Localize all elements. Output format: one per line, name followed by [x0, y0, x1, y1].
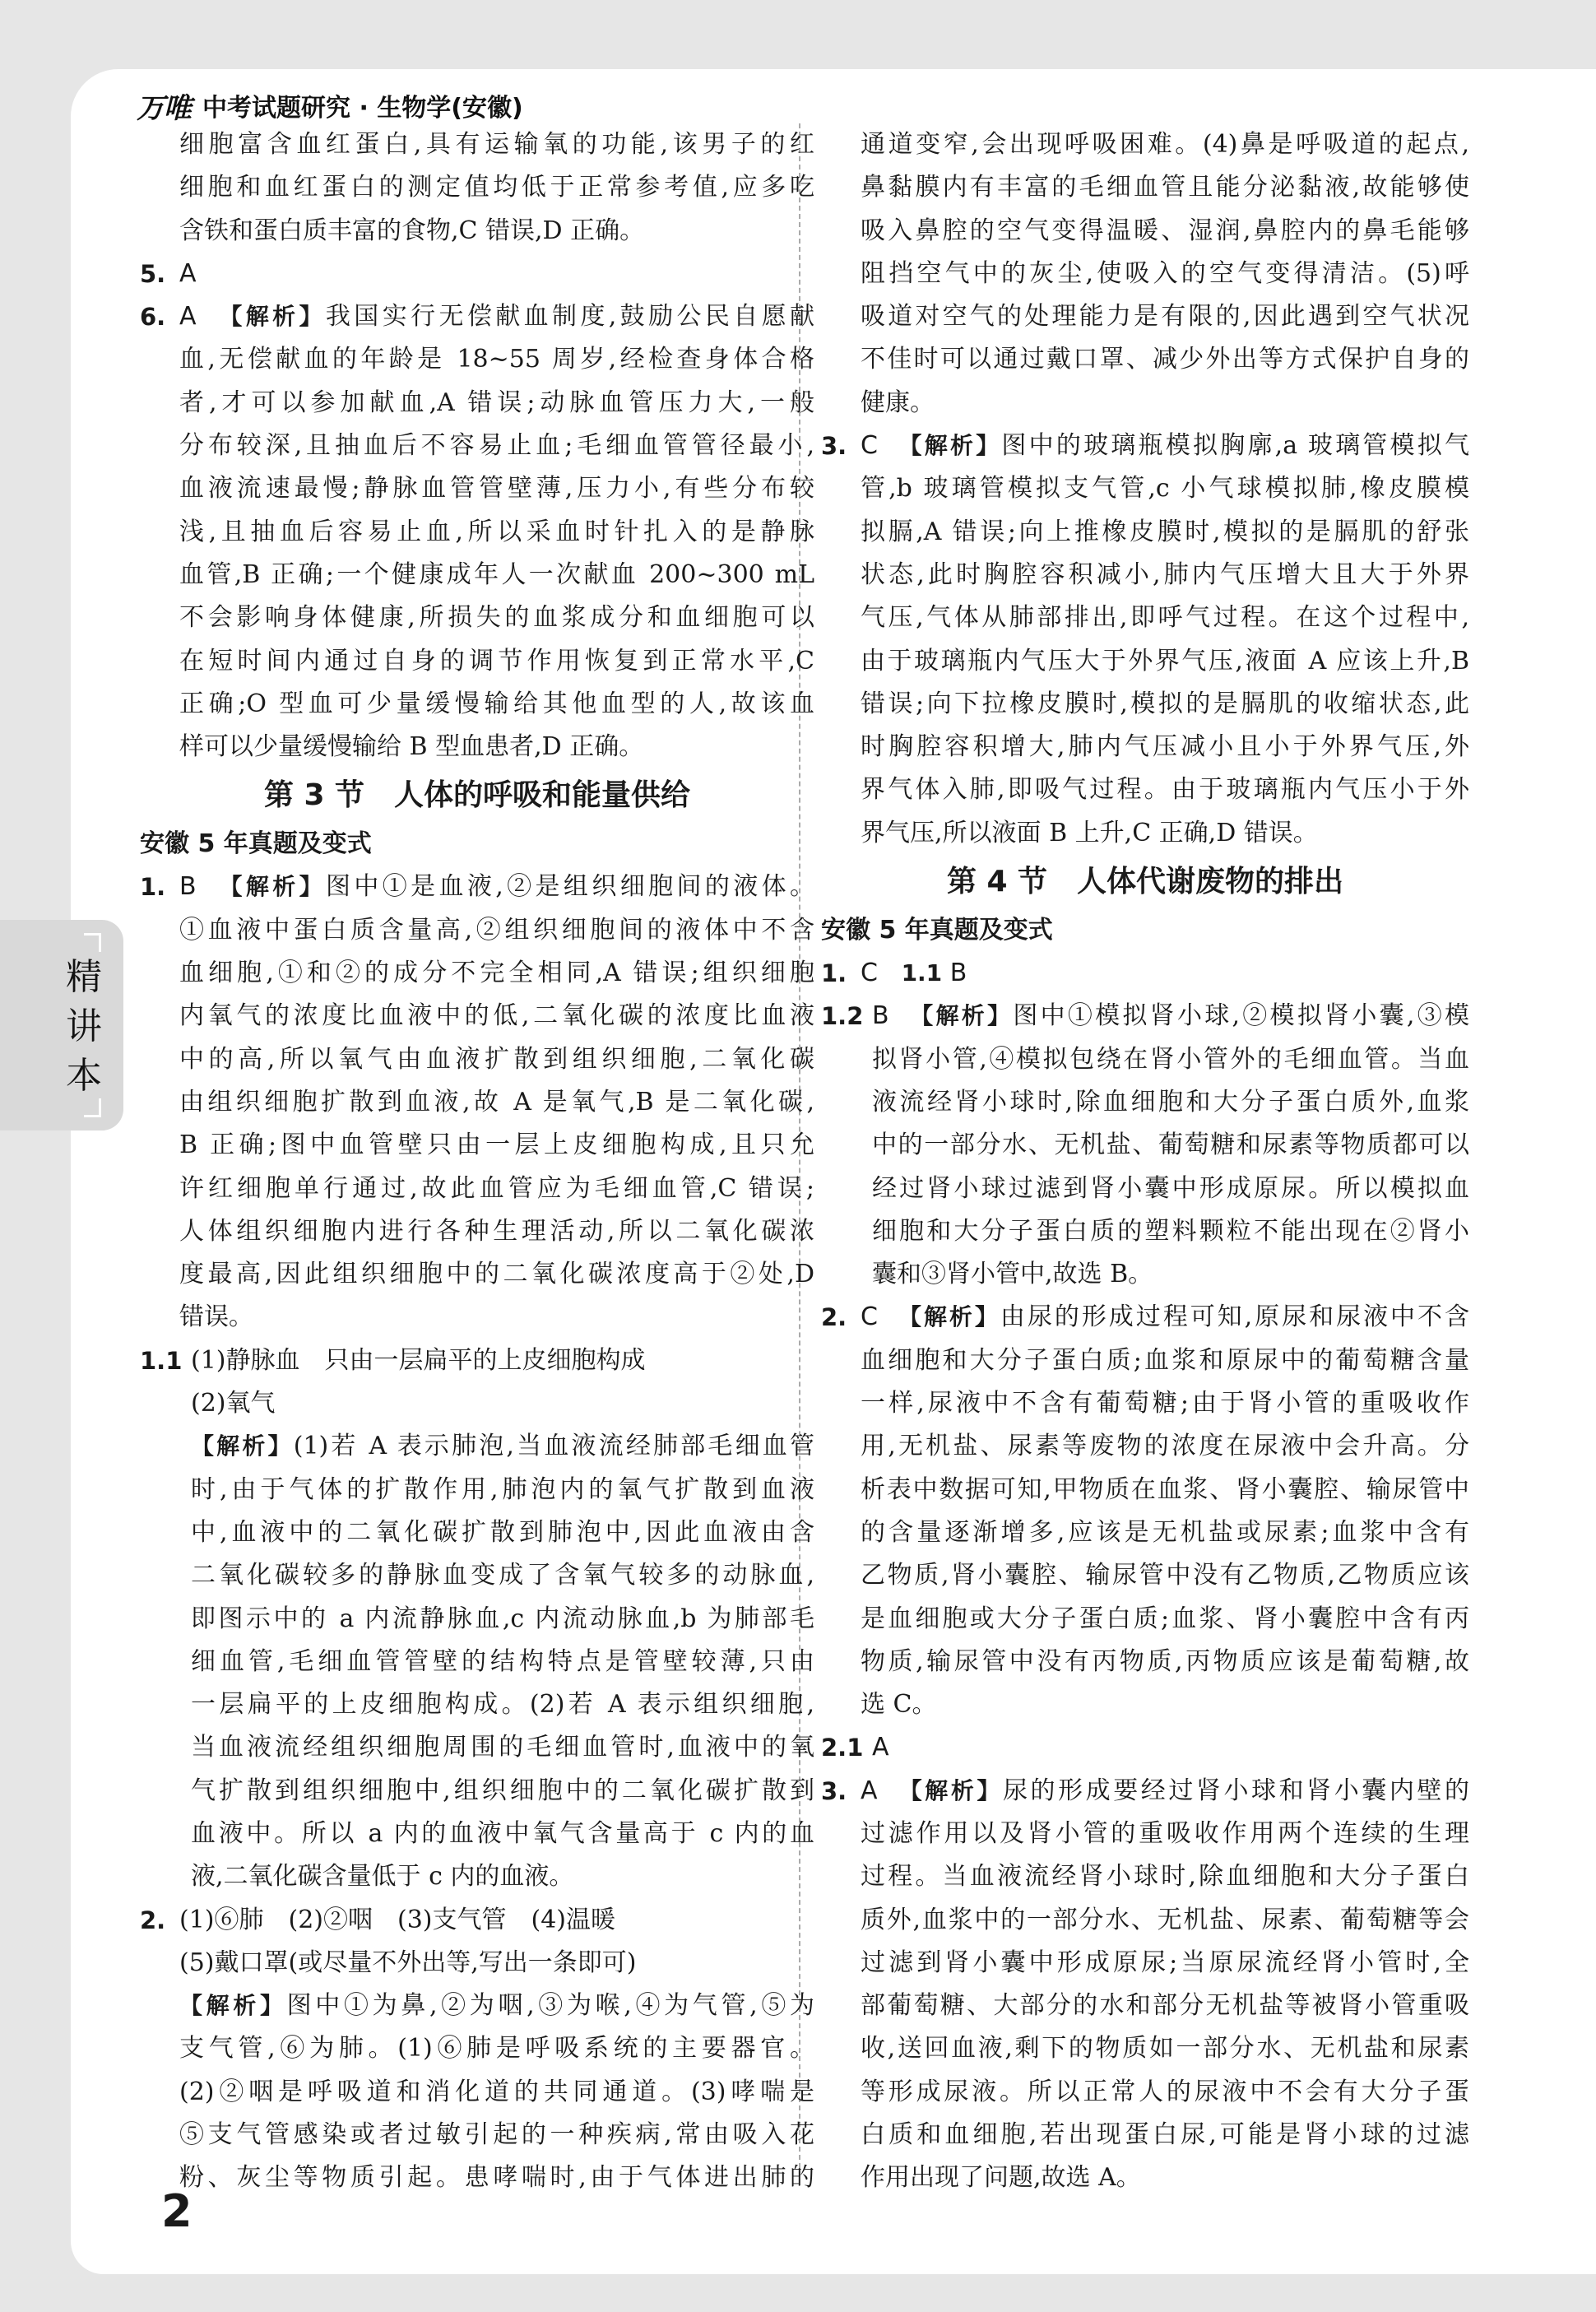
text-line: 许红细胞单行通过,故此血管应为毛细血管,C 错误; — [179, 1173, 814, 1203]
text-line: 中的高,所以氧气由血液扩散到组织细胞,二氧化碳 — [179, 1044, 814, 1074]
text-line: 中,血液中的二氧化碳扩散到肺泡中,因此血液由含 — [191, 1517, 814, 1547]
text-line: 气压,气体从肺部排出,即呼气过程。在这个过程中, — [861, 603, 1469, 633]
text-line: 时胸腔容积增大,肺内气压减小且小于外界气压,外 — [861, 732, 1469, 762]
answer-s3-q1 — [140, 866, 814, 1339]
text-line: ⑤支气管感染或者过敏引起的一种疾病,常由吸入花 — [179, 2120, 814, 2150]
side-tab — [0, 920, 123, 1130]
analysis-tag: 【解析】 — [898, 1776, 1003, 1804]
text-line: 拟肾小管,④模拟包绕在肾小管外的毛细血管。当血 — [872, 1044, 1469, 1074]
question-number: 5. — [140, 259, 166, 288]
section-3-subheading: 安徽 5 年真题及变式 — [140, 829, 372, 859]
text-line: 过滤作用以及肾小管的重吸收作用两个连续的生理 — [861, 1818, 1469, 1848]
text-line: 经过肾小球过滤到肾小囊中形成原尿。所以模拟血 — [872, 1173, 1469, 1203]
text-line: 中的一部分水、无机盐、葡萄糖和尿素等物质都可以 — [872, 1130, 1469, 1160]
answer-s4-q1 — [821, 952, 1469, 995]
left-column — [140, 123, 814, 2200]
text-line: 时,由于气体的扩散作用,肺泡内的氧气扩散到血液 — [191, 1474, 814, 1504]
text-line: 细胞富含血红蛋白,具有运输氧的功能,该男子的红 — [179, 130, 814, 159]
text-line: 健康。 — [861, 388, 935, 417]
text-line: 拟膈,A 错误;向上推橡皮膜时,模拟的是膈肌的舒张 — [861, 517, 1469, 546]
question-number: 1.1 — [901, 959, 943, 987]
text-line: 液流经肾小球时,除血细胞和大分子蛋白质外,血浆 — [872, 1087, 1469, 1117]
text-line: (2)氧气 — [191, 1389, 276, 1418]
text-line: 阻挡空气中的灰尘,使吸入的空气变得清洁。(5)呼 — [861, 258, 1469, 288]
answer-letter: C — [861, 959, 878, 988]
bracket-bottom-icon — [84, 1098, 101, 1117]
text-line: 等形成尿液。所以正常人的尿液中不会有大分子蛋 — [861, 2077, 1469, 2106]
text-line: 图中①模拟肾小球,②模拟肾小囊,③模 — [1013, 1001, 1469, 1031]
text-line: 血液中。所以 a 内的血液中氧气含量高于 c 内的血 — [191, 1818, 814, 1848]
text-line: 鼻黏膜内有丰富的毛细血管且能分泌黏液,故能够使 — [861, 173, 1469, 202]
text-line: 界气体入肺,即吸气过程。由于玻璃瓶内气压小于外 — [861, 775, 1469, 805]
right-continuation — [821, 123, 1469, 425]
question-number: 1.2 — [821, 1002, 864, 1031]
answer-s4-q3 — [821, 1770, 1469, 2200]
text-line: 分布较深,且抽血后不容易止血;毛细血管管径最小, — [179, 431, 814, 461]
bracket-top-icon — [84, 933, 101, 952]
page-number: 2 — [161, 2185, 193, 2237]
analysis-tag: 【解析】 — [910, 1002, 1014, 1030]
question-number: 2. — [821, 1303, 847, 1332]
analysis-tag: 【解析】 — [179, 1992, 287, 2020]
text-line: (1)⑥肺 (2)②咽 (3)支气管 (4)温暖 — [179, 1905, 615, 1934]
text-line: ①血液中蛋白质含量高,②组织细胞间的液体中不含 — [179, 915, 814, 945]
section-4-title: 第 4 节 人体代谢废物的排出 — [946, 865, 1344, 899]
text-line: 部葡萄糖、大部分的水和部分无机盐等被肾小管重吸 — [861, 1991, 1469, 2021]
text-line: 支气管,⑥为肺。(1)⑥肺是呼吸系统的主要器官。 — [179, 2034, 814, 2064]
text-line: 用,无机盐、尿素等废物的浓度在尿液中会升高。分 — [861, 1432, 1469, 1461]
text-line: 细胞和大分子蛋白质的塑料颗粒不能出现在②肾小 — [872, 1216, 1469, 1246]
text-line: 白质和血细胞,若出现蛋白尿,可能是肾小球的过滤 — [861, 2120, 1469, 2150]
text-line: 的含量逐渐增多,应该是无机盐或尿素;血浆中含有 — [861, 1517, 1469, 1547]
text-line: 过滤到肾小囊中形成原尿;当原尿流经肾小管时,全 — [861, 1948, 1469, 1977]
answer-letter: C — [861, 431, 878, 461]
text-line: 囊和③肾小管中,故选 B。 — [872, 1260, 1153, 1289]
text-line: 气扩散到组织细胞中,组织细胞中的二氧化碳扩散到 — [191, 1776, 814, 1805]
text-line: 当血液流经组织细胞周围的毛细血管时,血液中的氧 — [191, 1733, 814, 1762]
text-line: 由组织细胞扩散到血液,故 A 是氧气,B 是二氧化碳, — [179, 1087, 814, 1117]
text-line: 液,二氧化碳含量低于 c 内的血液。 — [191, 1862, 574, 1892]
question-number: 6. — [140, 303, 166, 332]
text-line: 浅,且抽血后容易止血,所以采血时针扎入的是静脉 — [179, 517, 814, 546]
section-4-subheading: 安徽 5 年真题及变式 — [821, 916, 1053, 945]
text-line: 析表中数据可知,甲物质在血浆、肾小囊腔、输尿管中 — [861, 1474, 1469, 1504]
text-line: 尿的形成要经过肾小球和肾小囊内壁的 — [1003, 1776, 1469, 1805]
text-line: 血细胞,①和②的成分不完全相同,A 错误;组织细胞 — [179, 959, 814, 988]
text-line: 一样,尿液中不含有葡萄糖;由于肾小管的重吸收作 — [861, 1389, 1469, 1418]
text-line: 细胞和血红蛋白的测定值均低于正常参考值,应多吃 — [179, 173, 814, 202]
text-line: 血细胞和大分子蛋白质;血浆和原尿中的葡萄糖含量 — [861, 1345, 1469, 1375]
text-line: 由于玻璃瓶内气压大于外界气压,液面 A 应该上升,B — [861, 646, 1469, 675]
section-3-title: 第 3 节 人体的呼吸和能量供给 — [263, 778, 691, 813]
text-line: 错误。 — [179, 1302, 253, 1332]
question-number: 3. — [821, 432, 847, 461]
answer-letter: A — [861, 1776, 878, 1805]
answer-s4-q2 — [821, 1296, 1469, 1726]
question-number: 1.1 — [140, 1346, 183, 1375]
text-line: (5)戴口罩(或尽量不外出等,写出一条即可) — [179, 1948, 637, 1977]
analysis-tag: 【解析】 — [219, 873, 326, 901]
text-line: (2)②咽是呼吸道和消化道的共同通道。(3)哮喘是 — [179, 2077, 814, 2106]
text-line: 血管,B 正确;一个健康成年人一次献血 200~300 mL — [179, 559, 814, 589]
text-line: 过程。当血液流经肾小球时,除血细胞和大分子蛋白 — [861, 1862, 1469, 1892]
text-line: 是血细胞或大分子蛋白质;血浆、肾小囊腔中含有丙 — [861, 1604, 1469, 1633]
text-line: 正确;O 型血可少量缓慢输给其他血型的人,故该血 — [179, 689, 814, 718]
analysis-tag: 【解析】 — [898, 1303, 1000, 1331]
text-line: 内氧气的浓度比血液中的低,二氧化碳的浓度比血液 — [179, 1001, 814, 1031]
answer-s3-q2 — [140, 1899, 814, 2200]
text-line: 我国实行无偿献血制度,鼓励公民自愿献 — [325, 302, 814, 332]
text-line: 错误;向下拉橡皮膜时,模拟的是膈肌的收缩状态,此 — [861, 689, 1469, 718]
answer-letter: B — [179, 872, 197, 902]
answer-s3-q1-1 — [140, 1339, 814, 1899]
answer-letter: A — [179, 258, 197, 288]
text-line: 收,送回血液,剩下的物质如一部分水、无机盐和尿素 — [861, 2034, 1469, 2064]
text-line: 粉、灰尘等物质引起。患哮喘时,由于气体进出肺的 — [179, 2163, 814, 2193]
text-line: 样可以少量缓慢输给 B 型血患者,D 正确。 — [179, 732, 644, 762]
text-line: 血液流速最慢;静脉血管管壁薄,压力小,有些分布较 — [179, 474, 814, 504]
side-tab-label: 精讲本 — [66, 956, 102, 1097]
analysis-tag: 【解析】 — [191, 1432, 294, 1460]
text-line: (1)静脉血 只由一层扁平的上皮细胞构成 — [191, 1345, 646, 1375]
text-line: (1)若 A 表示肺泡,当血液流经肺部毛细血管 — [293, 1432, 814, 1461]
text-line: 物质,输尿管中没有丙物质,丙物质应该是葡萄糖,故 — [861, 1646, 1469, 1676]
text-line: 者,才可以参加献血,A 错误;动脉血管压力大,一般 — [179, 388, 814, 417]
question-number: 1. — [140, 873, 166, 902]
text-line: 含铁和蛋白质丰富的食物,C 错误,D 正确。 — [179, 216, 645, 245]
text-line: 二氧化碳较多的静脉血变成了含氧气较多的动脉血, — [191, 1561, 814, 1590]
question-number: 2.1 — [821, 1734, 864, 1762]
text-line: 作用出现了问题,故选 A。 — [861, 2163, 1141, 2193]
text-line: 度最高,因此组织细胞中的二氧化碳浓度高于②处,D — [179, 1260, 814, 1289]
text-line: B 正确;图中血管壁只由一层上皮细胞构成,且只允 — [179, 1130, 814, 1160]
text-line: 图中①为鼻,②为咽,③为喉,④为气管,⑤为 — [286, 1991, 814, 2021]
right-column — [821, 123, 1469, 2200]
answer-letter: B — [872, 1001, 889, 1031]
answer-s4-q2-1 — [821, 1726, 1469, 1769]
question-number: 2. — [140, 1906, 166, 1934]
text-line: 通道变窄,会出现呼吸困难。(4)鼻是呼吸道的起点, — [861, 130, 1469, 159]
answer-s3-q3 — [821, 425, 1469, 855]
text-line: 人体组织细胞内进行各种生理活动,所以二氧化碳浓 — [179, 1216, 814, 1246]
analysis-tag: 【解析】 — [219, 303, 326, 331]
answer-letter: B — [949, 959, 967, 988]
brand-logo: 万唯 — [137, 91, 191, 125]
text-line: 选 C。 — [861, 1690, 937, 1720]
text-line: 细血管,毛细血管管壁的结构特点是管壁较薄,只由 — [191, 1646, 814, 1676]
text-line: 由尿的形成过程可知,原尿和尿液中不含 — [1000, 1302, 1469, 1332]
text-line: 质外,血浆中的一部分水、无机盐、尿素、葡萄糖等会 — [861, 1905, 1469, 1934]
answer-q6 — [140, 295, 814, 768]
text-line: 即图示中的 a 内流静脉血,c 内流动脉血,b 为肺部毛 — [191, 1604, 814, 1633]
text-line: 界气压,所以液面 B 上升,C 正确,D 错误。 — [861, 818, 1318, 847]
header-title: 中考试题研究 · 生物学(安徽) — [202, 94, 523, 123]
text-line: 吸道对空气的处理能力是有限的,因此遇到空气状况 — [861, 302, 1469, 332]
text-line: 图中的玻璃瓶模拟胸廓,a 玻璃管模拟气 — [1001, 431, 1469, 461]
text-line: 乙物质,肾小囊腔、输尿管中没有乙物质,乙物质应该 — [861, 1561, 1469, 1590]
answer-letter: A — [179, 302, 197, 332]
text-line: 不佳时可以通过戴口罩、减少外出等方式保护自身的 — [861, 345, 1469, 374]
text-line: 状态,此时胸腔容积减小,肺内气压增大且大于外界 — [861, 559, 1469, 589]
question-number: 1. — [821, 959, 847, 988]
answer-letter: A — [872, 1733, 889, 1762]
analysis-tag: 【解析】 — [898, 432, 1002, 460]
text-line: 在短时间内通过自身的调节作用恢复到正常水平,C — [179, 646, 814, 675]
answer-s4-q1-2 — [821, 995, 1469, 1296]
text-line: 血,无偿献血的年龄是 18~55 周岁,经检查身体合格 — [179, 345, 814, 374]
text-line: 吸入鼻腔的空气变得温暖、湿润,鼻腔内的鼻毛能够 — [861, 216, 1469, 245]
text-line: 不会影响身体健康,所损失的血浆成分和血细胞可以 — [179, 603, 814, 633]
left-continuation — [140, 123, 814, 253]
text-line: 图中①是血液,②是组织细胞间的液体。 — [325, 872, 814, 902]
question-number: 3. — [821, 1776, 847, 1805]
text-line: 管,b 玻璃管模拟支气管,c 小气球模拟肺,橡皮膜模 — [861, 474, 1469, 504]
answer-letter: C — [861, 1302, 878, 1332]
running-header — [137, 86, 523, 125]
text-line: 一层扁平的上皮细胞构成。(2)若 A 表示组织细胞, — [191, 1690, 814, 1720]
answer-q5 — [140, 253, 814, 295]
